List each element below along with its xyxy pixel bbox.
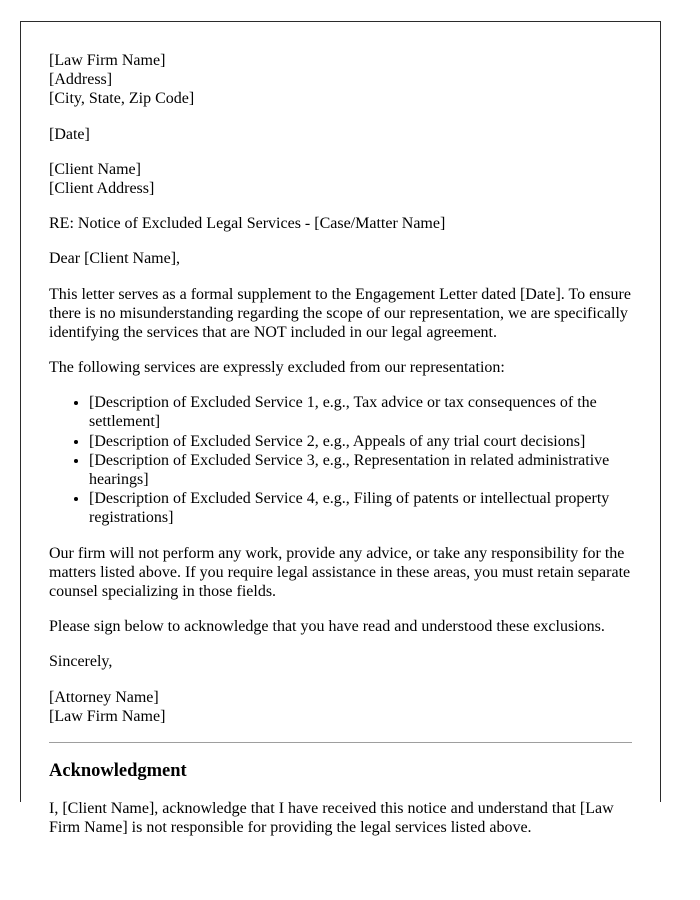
acknowledgment-heading: Acknowledgment — [49, 760, 187, 781]
excluded-service-item-4: • [Description of Excluded Service 4, e.g., Filing of patents or intellectual property registrations] — [89, 489, 632, 527]
recipient-name: [Client Name] — [49, 160, 141, 178]
signature-firm-name: [Law Firm Name] — [49, 707, 166, 725]
excluded-service-item-2: • [Description of Excluded Service 2, e.g., Appeals of any trial court decisions] — [89, 432, 632, 451]
sign-request-paragraph: Please sign below to acknowledge that you have read and understood these exclusions. — [49, 618, 605, 636]
closing: Sincerely, — [49, 653, 113, 671]
signature-attorney-name: [Attorney Name] — [49, 688, 159, 706]
letter-page — [20, 21, 661, 837]
date-line: [Date] — [49, 125, 90, 143]
letterhead-firm-name: [Law Firm Name] — [49, 52, 166, 69]
acknowledgment-divider — [49, 742, 632, 743]
recipient-address: [Client Address] — [49, 179, 155, 197]
letterhead-block — [49, 51, 632, 109]
excluded-service-item-3: • [Description of Excluded Service 3, e.g., Representation in related administrative hearings] — [89, 451, 632, 489]
excluded-services-list — [49, 393, 632, 527]
letterhead-address: [Address] — [49, 71, 113, 89]
exclusions-intro: The following services are expressly excluded from our representation: — [49, 359, 505, 377]
subject-line: RE: Notice of Excluded Legal Services - [Case/Matter Name] — [49, 215, 446, 233]
acknowledgment-paragraph: I, [Client Name], acknowledge that I have received this notice and understand that [Law Firm Name] is not responsible for providing the legal services listed above. — [49, 800, 614, 837]
salutation: Dear [Client Name], — [49, 250, 181, 268]
excluded-service-item-1: • [Description of Excluded Service 1, e.g., Tax advice or tax consequences of the settlement] — [89, 393, 632, 431]
letterhead-city-state-zip: [City, State, Zip Code] — [49, 90, 195, 108]
disclaimer-paragraph: Our firm will not perform any work, provide any advice, or take any responsibility for the matters listed above. If you require legal assistance in these areas, you must retain separate counsel specializing in those fields. — [49, 544, 631, 600]
recipient-block — [49, 160, 632, 198]
intro-paragraph: This letter serves as a formal supplement to the Engagement Letter dated [Date]. To ensure there is no misunderstanding regarding the scope of our representation, we are specifically identifying the services that are NOT included in our legal agreement. — [49, 285, 631, 341]
signature-block — [49, 688, 632, 726]
